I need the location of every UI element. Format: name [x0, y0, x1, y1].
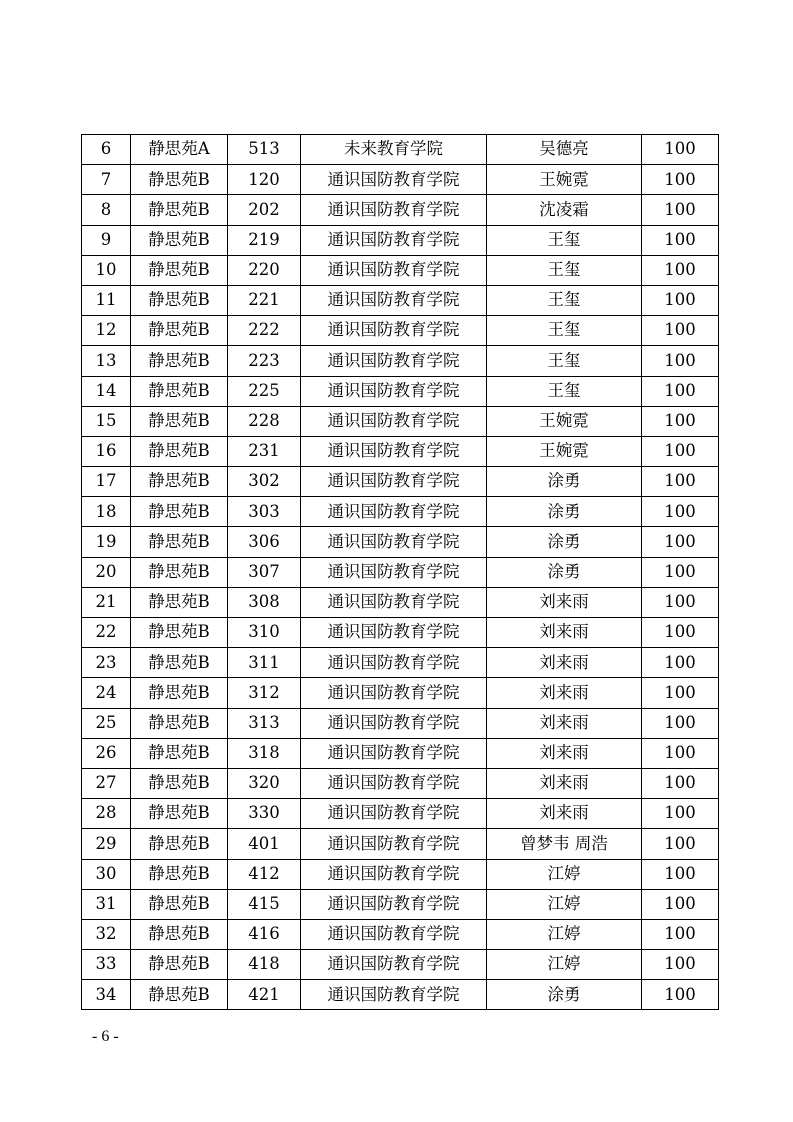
- college-cell: 通识国防教育学院: [301, 467, 487, 497]
- table-row: [82, 950, 719, 980]
- room-number-cell: 202: [228, 195, 301, 225]
- table-row: [82, 497, 719, 527]
- room-number-cell: 513: [228, 135, 301, 165]
- building-cell: 静思苑B: [131, 738, 228, 768]
- table-row: [82, 406, 719, 436]
- table-row: [82, 225, 719, 255]
- building-cell: 静思苑B: [131, 557, 228, 587]
- room-number-cell: 225: [228, 376, 301, 406]
- counselor-cell: 刘来雨: [487, 738, 642, 768]
- building-cell: 静思苑B: [131, 618, 228, 648]
- table-row: [82, 708, 719, 738]
- table-row: [82, 436, 719, 466]
- table-row: [82, 889, 719, 919]
- college-cell: 通识国防教育学院: [301, 799, 487, 829]
- score-cell: 100: [642, 527, 719, 557]
- room-number-cell: 418: [228, 950, 301, 980]
- counselor-cell: 刘来雨: [487, 708, 642, 738]
- table-body: [82, 135, 719, 1010]
- counselor-cell: 王玺: [487, 376, 642, 406]
- score-cell: 100: [642, 135, 719, 165]
- building-cell: 静思苑B: [131, 255, 228, 285]
- score-cell: 100: [642, 618, 719, 648]
- score-cell: 100: [642, 587, 719, 617]
- counselor-cell: 王婉霓: [487, 165, 642, 195]
- counselor-cell: 涂勇: [487, 467, 642, 497]
- building-cell: 静思苑B: [131, 195, 228, 225]
- table-row: [82, 376, 719, 406]
- counselor-cell: 刘来雨: [487, 618, 642, 648]
- counselor-cell: 王婉霓: [487, 406, 642, 436]
- page-number: - 6 -: [92, 1028, 119, 1045]
- row-index-cell: 8: [82, 195, 131, 225]
- row-index-cell: 13: [82, 346, 131, 376]
- building-cell: 静思苑B: [131, 225, 228, 255]
- room-number-cell: 330: [228, 799, 301, 829]
- score-cell: 100: [642, 497, 719, 527]
- room-number-cell: 318: [228, 738, 301, 768]
- score-cell: 100: [642, 225, 719, 255]
- table-row: [82, 618, 719, 648]
- building-cell: 静思苑B: [131, 376, 228, 406]
- row-index-cell: 33: [82, 950, 131, 980]
- row-index-cell: 20: [82, 557, 131, 587]
- row-index-cell: 25: [82, 708, 131, 738]
- row-index-cell: 19: [82, 527, 131, 557]
- room-number-cell: 307: [228, 557, 301, 587]
- room-number-cell: 416: [228, 919, 301, 949]
- college-cell: 通识国防教育学院: [301, 165, 487, 195]
- counselor-cell: 江婷: [487, 859, 642, 889]
- room-number-cell: 223: [228, 346, 301, 376]
- row-index-cell: 7: [82, 165, 131, 195]
- college-cell: 通识国防教育学院: [301, 980, 487, 1010]
- building-cell: 静思苑B: [131, 708, 228, 738]
- college-cell: 通识国防教育学院: [301, 225, 487, 255]
- building-cell: 静思苑B: [131, 406, 228, 436]
- building-cell: 静思苑A: [131, 135, 228, 165]
- building-cell: 静思苑B: [131, 768, 228, 798]
- building-cell: 静思苑B: [131, 316, 228, 346]
- building-cell: 静思苑B: [131, 980, 228, 1010]
- college-cell: 未来教育学院: [301, 135, 487, 165]
- college-cell: 通识国防教育学院: [301, 527, 487, 557]
- room-number-cell: 228: [228, 406, 301, 436]
- score-cell: 100: [642, 165, 719, 195]
- counselor-cell: 涂勇: [487, 497, 642, 527]
- table-row: [82, 859, 719, 889]
- counselor-cell: 吴德亮: [487, 135, 642, 165]
- score-cell: 100: [642, 799, 719, 829]
- table-row: [82, 557, 719, 587]
- row-index-cell: 10: [82, 255, 131, 285]
- counselor-cell: 江婷: [487, 889, 642, 919]
- table-row: [82, 799, 719, 829]
- row-index-cell: 22: [82, 618, 131, 648]
- counselor-cell: 刘来雨: [487, 768, 642, 798]
- room-number-cell: 220: [228, 255, 301, 285]
- counselor-cell: 王玺: [487, 346, 642, 376]
- row-index-cell: 6: [82, 135, 131, 165]
- counselor-cell: 王玺: [487, 285, 642, 315]
- row-index-cell: 26: [82, 738, 131, 768]
- college-cell: 通识国防教育学院: [301, 829, 487, 859]
- row-index-cell: 11: [82, 285, 131, 315]
- college-cell: 通识国防教育学院: [301, 376, 487, 406]
- score-cell: 100: [642, 738, 719, 768]
- building-cell: 静思苑B: [131, 587, 228, 617]
- row-index-cell: 28: [82, 799, 131, 829]
- room-number-cell: 412: [228, 859, 301, 889]
- room-number-cell: 222: [228, 316, 301, 346]
- counselor-cell: 王婉霓: [487, 436, 642, 466]
- college-cell: 通识国防教育学院: [301, 768, 487, 798]
- table-row: [82, 165, 719, 195]
- counselor-cell: 刘来雨: [487, 587, 642, 617]
- table-row: [82, 135, 719, 165]
- college-cell: 通识国防教育学院: [301, 738, 487, 768]
- room-number-cell: 302: [228, 467, 301, 497]
- college-cell: 通识国防教育学院: [301, 557, 487, 587]
- row-index-cell: 30: [82, 859, 131, 889]
- row-index-cell: 14: [82, 376, 131, 406]
- dormitory-score-table: [81, 134, 719, 1010]
- row-index-cell: 34: [82, 980, 131, 1010]
- score-cell: 100: [642, 980, 719, 1010]
- score-cell: 100: [642, 195, 719, 225]
- college-cell: 通识国防教育学院: [301, 316, 487, 346]
- room-number-cell: 320: [228, 768, 301, 798]
- counselor-cell: 曾梦韦 周浩: [487, 829, 642, 859]
- score-cell: 100: [642, 376, 719, 406]
- table-row: [82, 648, 719, 678]
- college-cell: 通识国防教育学院: [301, 950, 487, 980]
- building-cell: 静思苑B: [131, 799, 228, 829]
- score-cell: 100: [642, 436, 719, 466]
- counselor-cell: 刘来雨: [487, 799, 642, 829]
- building-cell: 静思苑B: [131, 527, 228, 557]
- counselor-cell: 刘来雨: [487, 678, 642, 708]
- table-row: [82, 467, 719, 497]
- table-row: [82, 285, 719, 315]
- college-cell: 通识国防教育学院: [301, 195, 487, 225]
- score-cell: 100: [642, 467, 719, 497]
- row-index-cell: 27: [82, 768, 131, 798]
- room-number-cell: 313: [228, 708, 301, 738]
- building-cell: 静思苑B: [131, 285, 228, 315]
- table-row: [82, 346, 719, 376]
- row-index-cell: 24: [82, 678, 131, 708]
- room-number-cell: 120: [228, 165, 301, 195]
- building-cell: 静思苑B: [131, 165, 228, 195]
- row-index-cell: 23: [82, 648, 131, 678]
- building-cell: 静思苑B: [131, 346, 228, 376]
- row-index-cell: 9: [82, 225, 131, 255]
- college-cell: 通识国防教育学院: [301, 889, 487, 919]
- score-cell: 100: [642, 919, 719, 949]
- score-cell: 100: [642, 316, 719, 346]
- score-cell: 100: [642, 889, 719, 919]
- row-index-cell: 18: [82, 497, 131, 527]
- row-index-cell: 16: [82, 436, 131, 466]
- room-number-cell: 219: [228, 225, 301, 255]
- counselor-cell: 江婷: [487, 950, 642, 980]
- college-cell: 通识国防教育学院: [301, 648, 487, 678]
- college-cell: 通识国防教育学院: [301, 678, 487, 708]
- table-row: [82, 316, 719, 346]
- score-cell: 100: [642, 557, 719, 587]
- college-cell: 通识国防教育学院: [301, 618, 487, 648]
- college-cell: 通识国防教育学院: [301, 436, 487, 466]
- room-number-cell: 312: [228, 678, 301, 708]
- room-number-cell: 401: [228, 829, 301, 859]
- row-index-cell: 32: [82, 919, 131, 949]
- table-row: [82, 919, 719, 949]
- score-cell: 100: [642, 678, 719, 708]
- score-cell: 100: [642, 346, 719, 376]
- row-index-cell: 12: [82, 316, 131, 346]
- building-cell: 静思苑B: [131, 678, 228, 708]
- building-cell: 静思苑B: [131, 919, 228, 949]
- room-number-cell: 303: [228, 497, 301, 527]
- room-number-cell: 308: [228, 587, 301, 617]
- score-cell: 100: [642, 768, 719, 798]
- score-cell: 100: [642, 829, 719, 859]
- table-row: [82, 527, 719, 557]
- building-cell: 静思苑B: [131, 436, 228, 466]
- counselor-cell: 王玺: [487, 316, 642, 346]
- score-cell: 100: [642, 708, 719, 738]
- table-row: [82, 678, 719, 708]
- row-index-cell: 21: [82, 587, 131, 617]
- counselor-cell: 王玺: [487, 225, 642, 255]
- counselor-cell: 江婷: [487, 919, 642, 949]
- room-number-cell: 310: [228, 618, 301, 648]
- counselor-cell: 王玺: [487, 255, 642, 285]
- table-row: [82, 768, 719, 798]
- counselor-cell: 涂勇: [487, 980, 642, 1010]
- college-cell: 通识国防教育学院: [301, 497, 487, 527]
- counselor-cell: 涂勇: [487, 557, 642, 587]
- room-number-cell: 311: [228, 648, 301, 678]
- college-cell: 通识国防教育学院: [301, 285, 487, 315]
- building-cell: 静思苑B: [131, 950, 228, 980]
- college-cell: 通识国防教育学院: [301, 255, 487, 285]
- score-cell: 100: [642, 255, 719, 285]
- score-cell: 100: [642, 950, 719, 980]
- counselor-cell: 沈凌霜: [487, 195, 642, 225]
- row-index-cell: 15: [82, 406, 131, 436]
- score-cell: 100: [642, 285, 719, 315]
- counselor-cell: 刘来雨: [487, 648, 642, 678]
- table-row: [82, 738, 719, 768]
- room-number-cell: 306: [228, 527, 301, 557]
- counselor-cell: 涂勇: [487, 527, 642, 557]
- table-row: [82, 980, 719, 1010]
- building-cell: 静思苑B: [131, 829, 228, 859]
- building-cell: 静思苑B: [131, 467, 228, 497]
- score-cell: 100: [642, 859, 719, 889]
- room-number-cell: 415: [228, 889, 301, 919]
- college-cell: 通识国防教育学院: [301, 708, 487, 738]
- score-cell: 100: [642, 648, 719, 678]
- building-cell: 静思苑B: [131, 497, 228, 527]
- room-number-cell: 221: [228, 285, 301, 315]
- building-cell: 静思苑B: [131, 859, 228, 889]
- college-cell: 通识国防教育学院: [301, 406, 487, 436]
- college-cell: 通识国防教育学院: [301, 346, 487, 376]
- building-cell: 静思苑B: [131, 889, 228, 919]
- row-index-cell: 31: [82, 889, 131, 919]
- room-number-cell: 231: [228, 436, 301, 466]
- table-row: [82, 255, 719, 285]
- score-cell: 100: [642, 406, 719, 436]
- building-cell: 静思苑B: [131, 648, 228, 678]
- row-index-cell: 17: [82, 467, 131, 497]
- college-cell: 通识国防教育学院: [301, 587, 487, 617]
- room-number-cell: 421: [228, 980, 301, 1010]
- college-cell: 通识国防教育学院: [301, 859, 487, 889]
- table-row: [82, 195, 719, 225]
- table-row: [82, 829, 719, 859]
- row-index-cell: 29: [82, 829, 131, 859]
- college-cell: 通识国防教育学院: [301, 919, 487, 949]
- table-row: [82, 587, 719, 617]
